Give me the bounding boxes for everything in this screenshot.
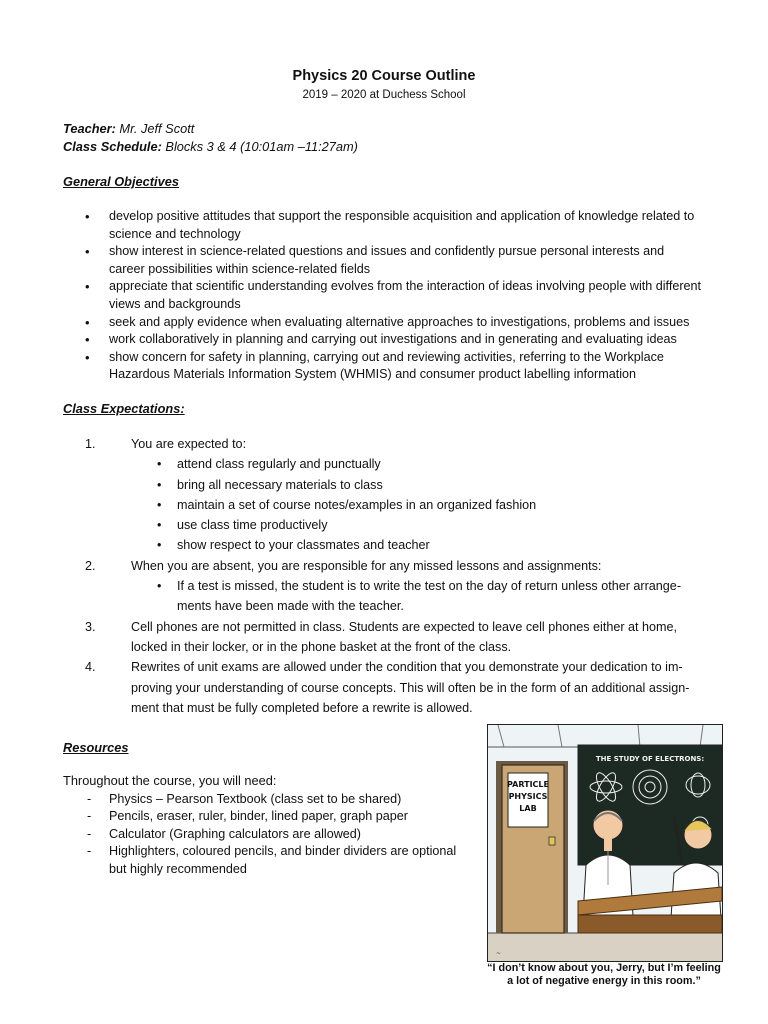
list-item <box>63 556 703 617</box>
list-item <box>63 617 703 658</box>
list-item: - Calculator (Graphing calculators are allowed) <box>63 826 463 843</box>
teacher-line <box>63 121 194 136</box>
sub-list-item: • attend class regularly and punctually <box>131 454 703 474</box>
schedule-value: Blocks 3 & 4 (10:01am –11:27am) <box>161 139 358 154</box>
list-item <box>63 434 703 556</box>
svg-text:~: ~ <box>496 950 502 957</box>
resources-list <box>63 791 463 878</box>
blackboard-title: THE STUDY OF ELECTRONS: <box>595 755 705 763</box>
schedule-line <box>63 139 358 154</box>
sub-list-item: • maintain a set of course notes/examples in an organized fashion <box>131 495 703 515</box>
teacher-label: Teacher: <box>63 121 116 136</box>
list-item <box>63 657 703 718</box>
expectations-list <box>63 434 703 718</box>
schedule-label: Class Schedule: <box>63 139 162 154</box>
cartoon-caption <box>477 962 731 988</box>
caption-line1: “I don’t know about you, Jerry, but I’m feeling <box>487 962 721 974</box>
list-item: - Physics – Pearson Textbook (class set to be shared) <box>63 791 463 808</box>
sub-list <box>131 454 703 555</box>
sub-list-item: • If a test is missed, the student is to write the test on the day of return unless other arrange-ments have been made with the teacher. <box>131 576 703 617</box>
sub-list-item: • show respect to your classmates and teacher <box>131 535 703 555</box>
door-sign-line3: LAB <box>519 804 537 813</box>
list-item: • show interest in science-related questions and issues and confidently pursue personal interests and career possibilities within science-related fields <box>63 243 703 278</box>
door-sign-line1: PARTICLE <box>507 780 549 789</box>
list-item: • seek and apply evidence when evaluating alternative approaches to investigations, problems and issues <box>63 314 703 332</box>
page-subtitle: 2019 – 2020 at Duchess School <box>302 89 466 101</box>
item-text: Cell phones are not permitted in class. Students are expected to leave cell phones either at home, locked in their locker, or in the phone basket at the front of the class. <box>131 619 678 654</box>
item-number: 3. <box>85 619 96 634</box>
expectations-heading: Class Expectations: <box>63 401 185 416</box>
door-sign-line2: PHYSICS <box>508 792 548 801</box>
item-text: Rewrites of unit exams are allowed under the condition that you demonstrate your dedication to im-proving your understanding of course concepts. This will often be in the form of an additional assign-ment that must be fully completed before a rewrite is allowed. <box>131 660 690 715</box>
page-title: Physics 20 Course Outline <box>292 68 476 84</box>
item-number: 2. <box>85 558 96 573</box>
sub-list-item: • use class time productively <box>131 515 703 535</box>
resources-intro: Throughout the course, you will need: <box>63 773 277 788</box>
list-item: • appreciate that scientific understanding evolves from the interaction of ideas involving people with different views and backgrounds <box>63 278 703 313</box>
sub-list-item: • bring all necessary materials to class <box>131 475 703 495</box>
teacher-value: Mr. Jeff Scott <box>115 121 195 136</box>
caption-line2: a lot of negative energy in this room.” <box>507 975 701 987</box>
list-item: - Pencils, eraser, ruler, binder, lined paper, graph paper <box>63 808 463 825</box>
list-item: • work collaboratively in planning and carrying out investigations and in generating and evaluating ideas <box>63 331 703 349</box>
objectives-list <box>63 208 703 384</box>
list-item: - Highlighters, coloured pencils, and binder dividers are optional but highly recommended <box>63 843 463 878</box>
item-text: When you are absent, you are responsible for any missed lessons and assignments: <box>131 558 602 573</box>
item-number: 4. <box>85 660 96 675</box>
cartoon-illustration <box>488 725 722 961</box>
resources-heading: Resources <box>63 740 129 755</box>
objectives-heading: General Objectives <box>63 174 179 189</box>
item-number: 1. <box>85 437 96 451</box>
sub-list <box>131 576 703 617</box>
cartoon-image <box>487 724 723 962</box>
item-text: You are expected to: <box>131 437 247 451</box>
list-item: • show concern for safety in planning, carrying out and reviewing activities, referring to the Workplace Hazardous Materials Information System (WHMIS) and consumer product labelling information <box>63 349 703 384</box>
list-item: • develop positive attitudes that support the responsible acquisition and application of knowledge related to science and technology <box>63 208 703 243</box>
